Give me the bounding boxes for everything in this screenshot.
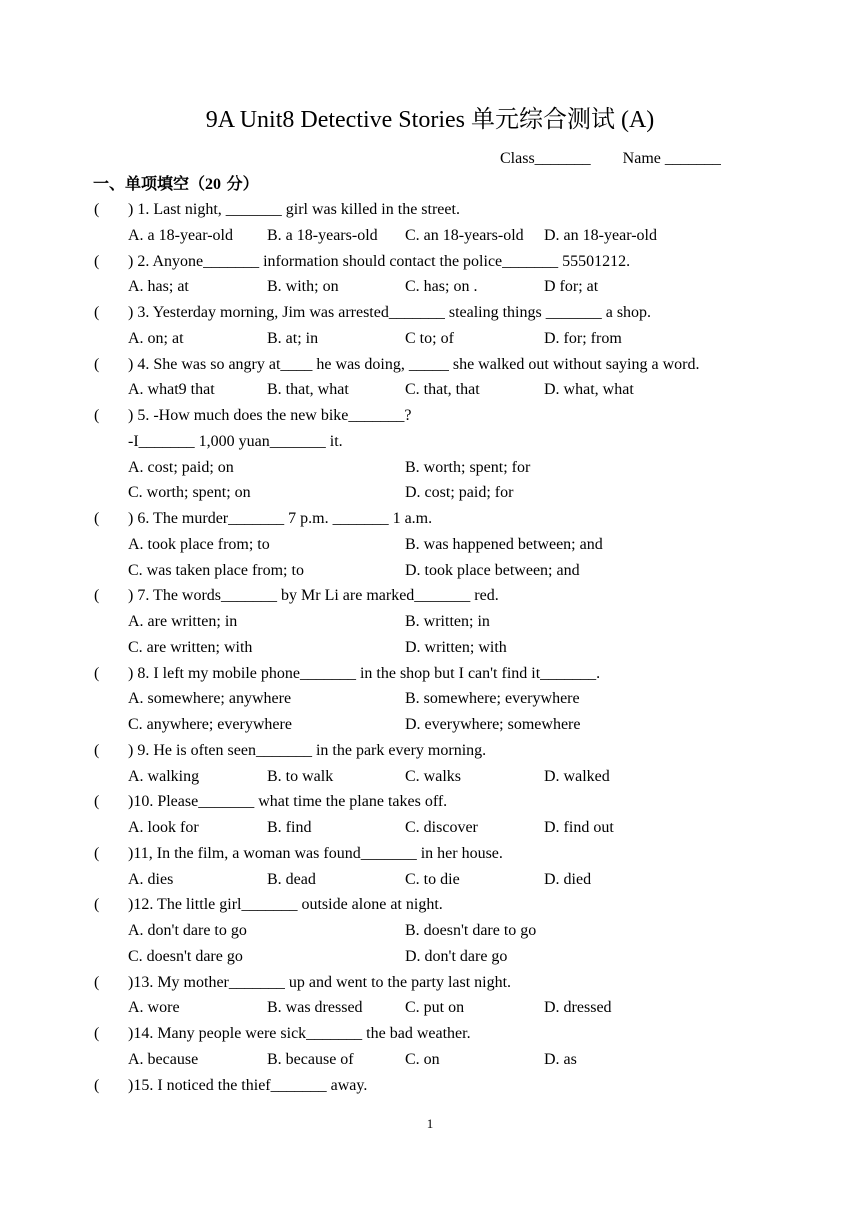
option-C: C. was taken place from; to <box>128 561 304 579</box>
question-stem: ) 8. I left my mobile phone_______ in the shop but I can't find it_______. <box>128 664 601 682</box>
option-C: C to; of <box>405 329 454 347</box>
question-stem: ) 3. Yesterday morning, Jim was arrested_______ stealing things _______ a shop. <box>128 304 652 321</box>
question-stem: ) 1. Last night, _______ girl was killed in the street. <box>128 201 460 218</box>
section-title: 一、单项填空（ <box>93 174 206 193</box>
option-C: C. doesn't dare go <box>128 947 243 965</box>
answer-bracket: ( <box>94 896 100 914</box>
option-B: B. at; in <box>267 329 319 347</box>
option-A: A. dies <box>128 870 174 888</box>
answer-bracket: ( <box>94 252 100 270</box>
question-stem: ) 6. The murder_______ 7 p.m. _______ 1 a.m. <box>128 510 433 527</box>
option-A: A. are written; in <box>128 613 238 630</box>
option-D: D. died <box>544 870 592 888</box>
option-A: A. look for <box>128 819 199 836</box>
option-A: A. has; at <box>128 278 189 296</box>
page-number: 1 <box>426 1116 434 1131</box>
option-C: C. an 18-years-old <box>405 226 524 244</box>
answer-bracket: ( <box>94 1025 100 1042</box>
question-stem: ) 4. She was so angry at____ he was doing, _____ she walked out without saying a word. <box>128 355 700 373</box>
option-A: A. took place from; to <box>128 535 270 553</box>
option-D: D. took place between; and <box>405 561 580 579</box>
answer-bracket: ( <box>94 844 100 862</box>
option-A: A. walking <box>128 767 200 785</box>
option-B: B. find <box>267 819 312 836</box>
question-stem: ) 9. He is often seen_______ in the park every morning. <box>128 741 487 759</box>
class-label: Class_______ <box>500 150 591 167</box>
option-B: B. was dressed <box>267 999 363 1017</box>
answer-bracket: ( <box>94 587 100 605</box>
option-C: C. that, that <box>405 381 480 399</box>
option-A: A. what9 that <box>128 381 215 399</box>
option-D: D. an 18-year-old <box>544 226 657 244</box>
answer-bracket: ( <box>94 510 100 527</box>
option-A: A. somewhere; anywhere <box>128 690 292 708</box>
answer-bracket: ( <box>94 355 100 373</box>
option-C: C. discover <box>405 819 478 836</box>
option-D: D. everywhere; somewhere <box>405 716 581 733</box>
option-D: D. written; with <box>405 638 507 656</box>
answer-bracket: ( <box>94 304 100 321</box>
option-D: D. don't dare go <box>405 947 508 965</box>
answer-bracket: ( <box>94 1076 100 1094</box>
question-stem: )12. The little girl_______ outside alone at night. <box>128 896 443 914</box>
question-stem: )11, In the film, a woman was found_______ in her house. <box>128 844 503 862</box>
option-B: B. to walk <box>267 767 334 785</box>
option-C: C. anywhere; everywhere <box>128 716 292 733</box>
option-C: C. walks <box>405 767 461 785</box>
option-D: D for; at <box>544 278 599 296</box>
answer-bracket: ( <box>94 973 100 991</box>
option-A: A. on; at <box>128 329 184 347</box>
option-B: B. was happened between; and <box>405 535 603 553</box>
option-B: B. doesn't dare to go <box>405 922 537 939</box>
option-B: B. dead <box>267 870 316 888</box>
question-stem: )14. Many people were sick_______ the bad weather. <box>128 1025 471 1042</box>
option-D: D. as <box>544 1050 577 1068</box>
option-C: C. on <box>405 1050 440 1068</box>
option-B: B. written; in <box>405 613 490 630</box>
option-D: D. what, what <box>544 381 634 399</box>
option-A: A. cost; paid; on <box>128 458 234 476</box>
option-D: D. cost; paid; for <box>405 484 514 502</box>
question-5-continuation: -I_______ 1,000 yuan_______ it. <box>128 432 343 450</box>
option-D: D. dressed <box>544 999 612 1017</box>
option-C: C. are written; with <box>128 638 253 656</box>
option-A: A. because <box>128 1050 199 1068</box>
option-D: D. find out <box>544 819 614 836</box>
option-B: B. a 18-years-old <box>267 226 378 244</box>
answer-bracket: ( <box>94 741 100 759</box>
section-score: 20 <box>205 176 222 193</box>
option-B: B. somewhere; everywhere <box>405 690 580 708</box>
section-unit: 分） <box>221 174 259 193</box>
option-A: A. wore <box>128 999 180 1017</box>
answer-bracket: ( <box>94 407 100 424</box>
page-title: 9A Unit8 Detective Stories 单元综合测试 (A) <box>205 107 655 133</box>
answer-bracket: ( <box>94 793 100 811</box>
option-C: C. worth; spent; on <box>128 484 251 502</box>
option-D: D. walked <box>544 767 610 785</box>
question-stem: ) 2. Anyone_______ information should contact the police_______ 55501212. <box>128 252 631 270</box>
name-label: Name _______ <box>622 150 721 167</box>
option-B: B. because of <box>267 1050 354 1068</box>
question-stem: )15. I noticed the thief_______ away. <box>128 1076 368 1094</box>
option-B: B. worth; spent; for <box>405 458 531 476</box>
answer-bracket: ( <box>94 201 100 218</box>
answer-bracket: ( <box>94 664 100 682</box>
question-stem: ) 5. -How much does the new bike_______? <box>128 407 412 424</box>
option-C: C. to die <box>405 870 460 888</box>
question-stem: )13. My mother_______ up and went to the party last night. <box>128 973 512 991</box>
option-A: A. don't dare to go <box>128 922 247 939</box>
question-stem: ) 7. The words_______ by Mr Li are marked_______ red. <box>128 587 499 605</box>
option-D: D. for; from <box>544 329 622 347</box>
option-A: A. a 18-year-old <box>128 226 233 244</box>
option-C: C. put on <box>405 999 465 1017</box>
question-stem: )10. Please_______ what time the plane takes off. <box>128 793 448 811</box>
option-C: C. has; on . <box>405 278 478 296</box>
option-B: B. with; on <box>267 278 339 296</box>
option-B: B. that, what <box>267 381 349 399</box>
